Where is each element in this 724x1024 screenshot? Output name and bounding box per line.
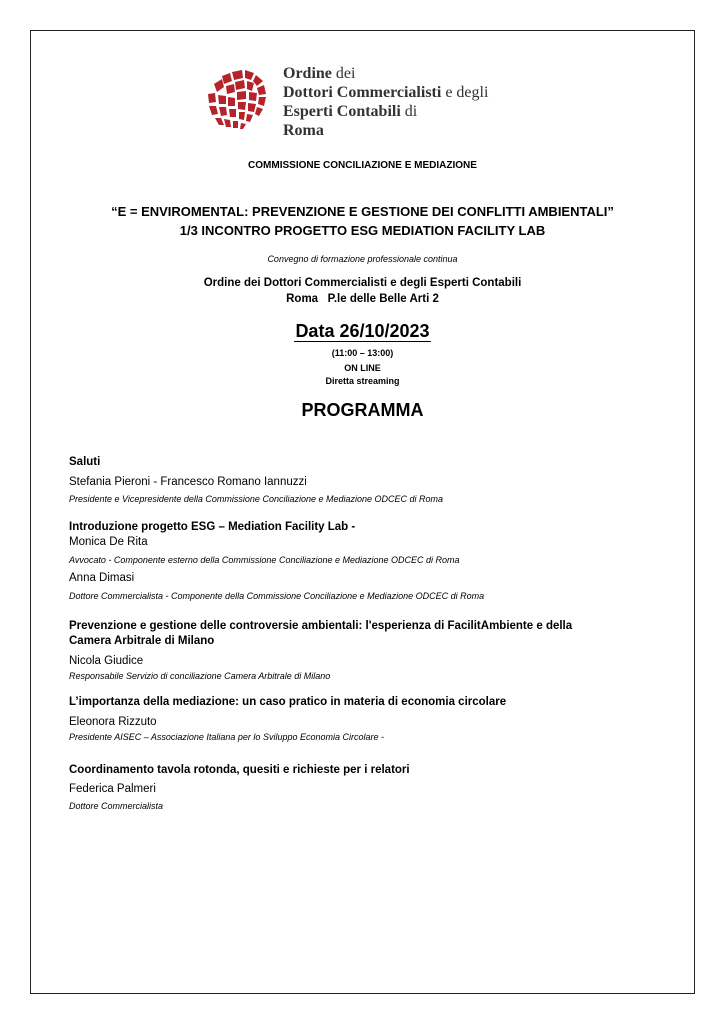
venue-line2: Roma P.le delle Belle Arti 2 (286, 293, 439, 305)
prevenzione-speaker: Nicola Giudice (69, 655, 144, 667)
prevenzione-role: Responsabile Servizio di conciliazione Camera Arbitrale di Milano (69, 671, 331, 681)
streaming-label: Diretta streaming (325, 376, 400, 386)
importanza-speaker: Eleonora Rizzuto (69, 716, 157, 728)
section-saluti (69, 455, 669, 505)
section-coordinamento (69, 763, 669, 812)
intro-speaker1: Monica De Rita (69, 536, 148, 548)
saluti-heading: Saluti (69, 456, 101, 468)
logo-wordmark (283, 64, 488, 140)
event-date: Data 26/10/2023 (295, 321, 430, 341)
logo-line2-bold: Dottori Commercialisti (283, 84, 442, 101)
intro-speaker2: Anna Dimasi (69, 572, 135, 584)
logo-line1-light: dei (331, 65, 356, 82)
page-border (30, 30, 695, 994)
importanza-role: Presidente AISEC – Associazione Italiana per lo Sviluppo Economia Circolare - (69, 732, 384, 742)
event-time: (11:00 – 13:00) (331, 348, 394, 358)
coordinamento-speaker: Federica Palmeri (69, 783, 156, 795)
logo-line2-light: e degli (441, 84, 489, 101)
importanza-heading: L’importanza della mediazione: un caso pratico in materia di economia circolare (69, 696, 507, 708)
prevenzione-heading-line2: Camera Arbitrale di Milano (69, 635, 215, 647)
intro-role1: Avvocato - Componente esterno della Commissione Conciliazione e Mediazione ODCEC di Roma (69, 555, 460, 565)
saluti-speakers: Stefania Pieroni - Francesco Romano Iannuzzi (69, 476, 307, 488)
intro-role2: Dottore Commercialista - Componente della Commissione Conciliazione e Mediazione ODCEC di Roma (69, 591, 485, 601)
intro-heading: Introduzione progetto ESG – Mediation Facility Lab - (69, 521, 356, 533)
section-importanza (69, 695, 669, 743)
venue-line1: Ordine dei Dottori Commercialisti e degli Esperti Contabili (203, 277, 522, 289)
coordinamento-role: Dottore Commercialista (69, 801, 164, 811)
section-prevenzione (69, 619, 669, 682)
event-title-line2: 1/3 INCONTRO PROGETTO ESG MEDIATION FACILITY LAB (179, 223, 546, 238)
prevenzione-heading-line1: Prevenzione e gestione delle controversie ambientali: l'esperienza di FacilitAmbiente e della (69, 620, 573, 632)
logo-line3-light: di (400, 103, 418, 120)
coordinamento-heading: Coordinamento tavola rotonda, quesiti e richieste per i relatori (69, 764, 410, 776)
logo-line3-bold: Esperti Contabili (283, 103, 401, 120)
logo-line1-bold: Ordine (283, 65, 332, 82)
programma-heading: PROGRAMMA (301, 400, 424, 420)
saluti-role: Presidente e Vicepresidente della Commissione Conciliazione e Mediazione ODCEC di Roma (69, 494, 444, 504)
commission-title: COMMISSIONE CONCILIAZIONE E MEDIAZIONE (248, 160, 477, 171)
logo-line4-bold: Roma (283, 122, 324, 139)
odcec-logo (202, 66, 522, 146)
convegno-subtitle: Convegno di formazione professionale continua (267, 254, 458, 264)
globe-logo-icon (202, 66, 272, 136)
event-title-line1: “E = ENVIROMENTAL: PREVENZIONE E GESTIONE DEI CONFLITTI AMBIENTALI” (111, 204, 614, 219)
date-container (30, 321, 695, 342)
section-intro (69, 520, 669, 602)
online-label: ON LINE (344, 363, 381, 373)
